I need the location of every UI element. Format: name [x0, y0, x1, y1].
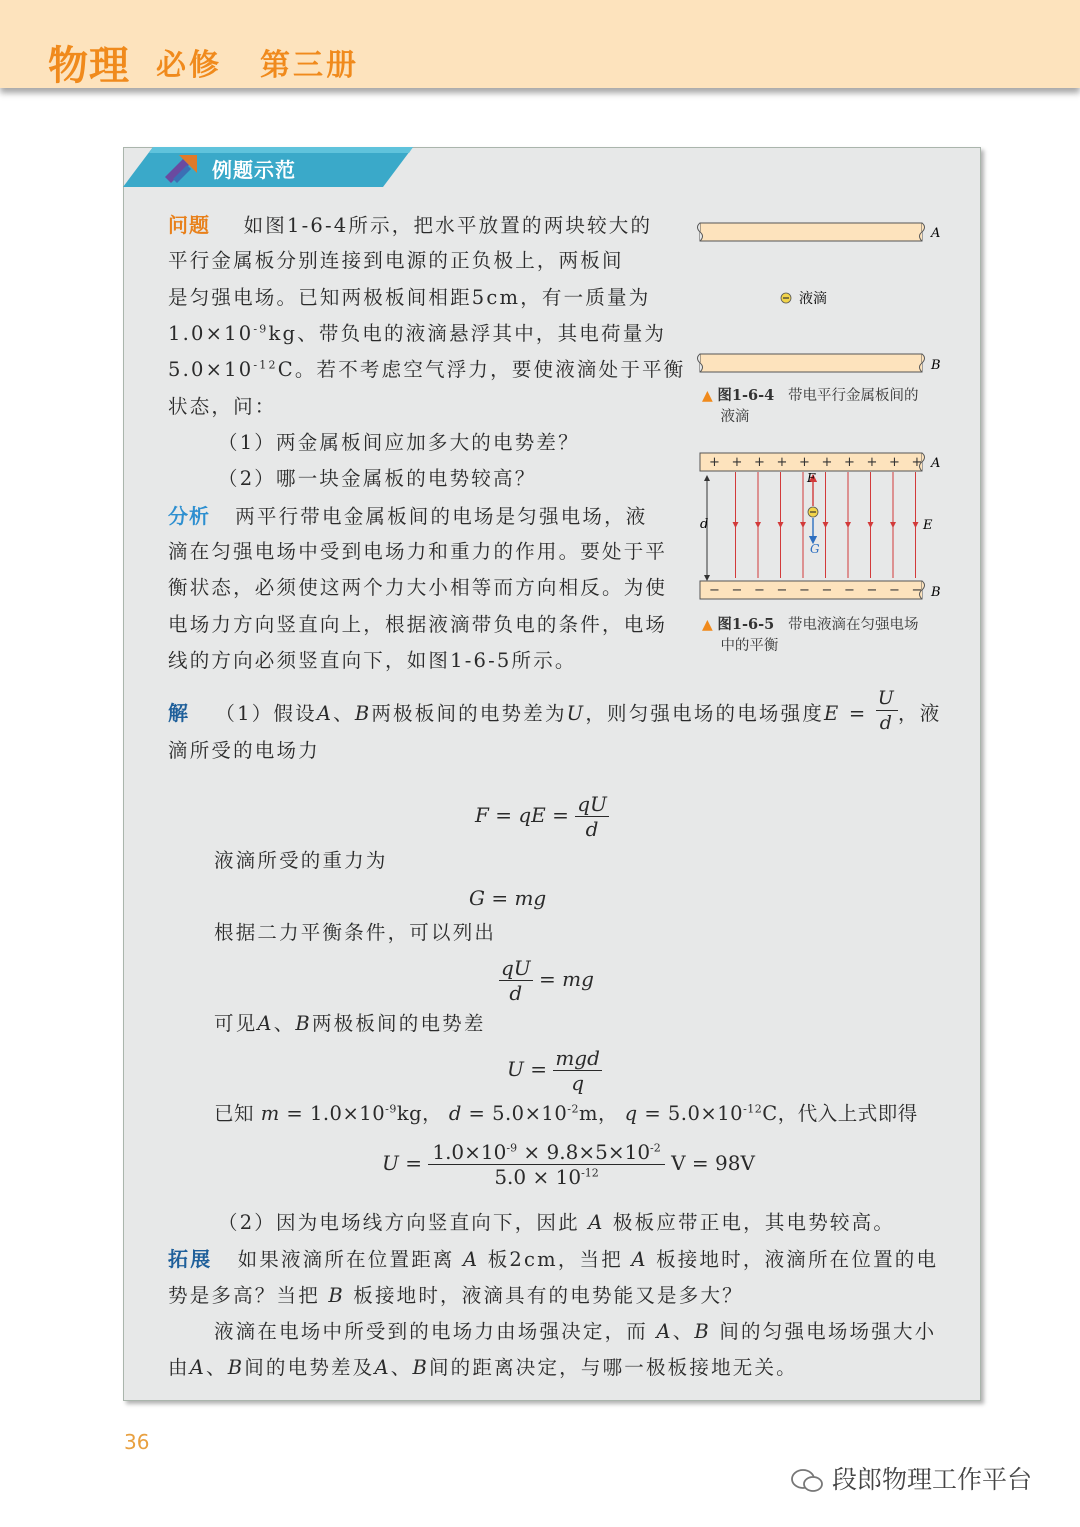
text-voltage: 可见A、B两极板间的电势差 — [214, 1012, 486, 1035]
solution-part-2: （2）因为电场线方向竖直向下，因此 A 极板应带正电，其电势较高。 — [218, 1211, 896, 1234]
equation-result: U = $\frac{1.0\times 10^{-9} \times 9.8\times 5\times 10^{-2}}{5.0 \times 10^{-12}}$ V = 98V — [382, 1140, 755, 1189]
solution-line-2: 滴所受的电场力 — [168, 739, 320, 762]
equation-gravity: G = mg — [469, 886, 547, 910]
plate-b-label: B — [931, 358, 941, 373]
book-part: 第三册 — [260, 48, 359, 83]
field-arrow — [733, 522, 739, 528]
problem-line-6: 状态，问： — [168, 395, 277, 418]
e-fraction: $\frac{U}{d}$ — [877, 687, 897, 734]
watermark: 段郎物理工作平台 — [790, 1460, 1032, 1496]
extension-line-2: 势是多高？当把 B 板接地时，液滴具有的电势能又是多大？ — [168, 1284, 744, 1307]
section-title: 例题示范 — [212, 158, 296, 182]
svg-text:B: B — [931, 585, 941, 600]
analysis-label: 分析 — [168, 504, 210, 528]
gravity-g-label: G — [810, 542, 820, 556]
analysis-line-2: 滴在匀强电场中受到电场力和重力的作用。要处于平 — [168, 540, 668, 563]
droplet-label: 液滴 — [799, 291, 827, 307]
field-arrow — [890, 522, 896, 528]
minus-charge: − — [731, 583, 743, 598]
plus-charge: + — [754, 455, 765, 470]
minus-charge: − — [709, 583, 720, 598]
analysis-line-4: 电场力方向竖直向上，根据液滴带负电的条件，电场 — [168, 613, 668, 636]
plus-charge: + — [911, 455, 923, 470]
text-gravity: 液滴所受的重力为 — [214, 849, 388, 872]
book-volume: 必修 — [156, 48, 222, 83]
field-arrow — [778, 522, 784, 528]
extension-label: 拓展 — [168, 1247, 213, 1271]
problem-line-5: $5.0\times 10^{-12}C$。若不考虑空气浮力，要使液滴处于平衡 — [168, 358, 686, 381]
page-number: 36 — [124, 1430, 150, 1454]
minus-charge: − — [889, 583, 900, 598]
page-header — [0, 0, 1080, 88]
field-arrow — [845, 522, 851, 528]
minus-charge: − — [776, 583, 788, 598]
plus-charge: + — [866, 455, 878, 470]
figure-1-6-5-caption: ▲ 图1-6-5 带电液滴在匀强电场 中的平衡 — [702, 616, 919, 654]
analysis-line-3: 衡状态，必须使这两个力大小相等而方向相反。为使 — [168, 576, 668, 599]
plus-charge: + — [776, 455, 788, 470]
force-f-label: F — [807, 471, 816, 485]
solution-label: 解 — [168, 701, 191, 725]
minus-charge: − — [799, 583, 810, 598]
svg-text:A: A — [931, 456, 941, 471]
equation-force: F = qE = $\frac{qU}{d}$ — [475, 792, 607, 841]
minus-charge: − — [754, 583, 765, 598]
field-arrow — [755, 522, 761, 528]
problem-label: 问题 — [168, 213, 210, 237]
wechat-icon — [790, 1468, 824, 1494]
figure-1-6-4-caption: ▲ 图1-6-4 带电平行金属板间的 液滴 — [702, 387, 919, 425]
problem-line-3: 是匀强电场。已知两极板间相距5cm，有一质量为 — [168, 286, 651, 309]
equation-balance: $\frac{qU}{d}$ = mg — [501, 956, 594, 1005]
question-2: （2）哪一块金属板的电势较高？ — [218, 467, 537, 490]
problem-line-4: $1.0\times 10^{-9}kg$、带负电的液滴悬浮其中，其电荷量为 — [168, 322, 667, 345]
plus-charge: + — [821, 455, 833, 470]
known-values: 已知 $m = 1.0\times 10^{-9}kg$， $d = 5.0\times 10^{-2}m$， $q = 5.0\times 10^{-12}C$，代入上式即得 — [214, 1102, 918, 1125]
field-arrow — [913, 522, 919, 528]
plus-charge: + — [731, 455, 743, 470]
equation-voltage: U = $\frac{\text{mgd}}{q}$ — [507, 1046, 600, 1095]
field-arrow — [868, 522, 874, 528]
book-title: 物理 — [48, 43, 130, 89]
distance-label: d — [700, 517, 709, 532]
problem-line-2: 平行金属板分别连接到电源的正负极上，两板间 — [168, 249, 624, 272]
extension-line-4: 由A、B间的电势差及A、B间的距离决定，与哪一极板接地无关。 — [168, 1356, 798, 1379]
plate-a-label: A — [931, 226, 941, 241]
analysis-line-5: 线的方向必须竖直向下，如图1-6-5所示。 — [168, 649, 577, 672]
problem-line-1: 问题 如图1-6-4所示，把水平放置的两块较大的 — [168, 213, 653, 237]
solution-line-1: 解 （1）假设A、B两极板间的电势差为U，则匀强电场的电场强度E = $\frac{U}{d}$ ，液 — [168, 687, 942, 734]
extension-line-3: 液滴在电场中所受到的电场力由场强决定，而 A、B 间的匀强电场场强大小 — [214, 1320, 937, 1343]
field-e-label: E — [923, 518, 933, 533]
extension-line-1: 拓展 如果液滴所在位置距离 A 板2cm，当把 A 板接地时，液滴所在位置的电 — [168, 1247, 939, 1271]
plus-charge: + — [709, 455, 720, 470]
question-1: （1）两金属板间应加多大的电势差？ — [218, 431, 580, 454]
minus-charge: − — [821, 583, 833, 598]
plus-charge: + — [844, 455, 855, 470]
analysis-line-1: 分析 两平行带电金属板间的电场是匀强电场，液 — [168, 504, 648, 528]
plus-charge: + — [799, 455, 810, 470]
figure-1-6-5 — [695, 448, 950, 608]
field-arrow — [800, 522, 806, 528]
field-arrow — [823, 522, 829, 528]
text-balance: 根据二力平衡条件，可以列出 — [214, 921, 497, 944]
minus-charge: − — [866, 583, 878, 598]
figure-1-6-4 — [695, 218, 950, 378]
plus-charge: + — [889, 455, 900, 470]
minus-charge: − — [844, 583, 855, 598]
minus-charge: − — [911, 583, 923, 598]
